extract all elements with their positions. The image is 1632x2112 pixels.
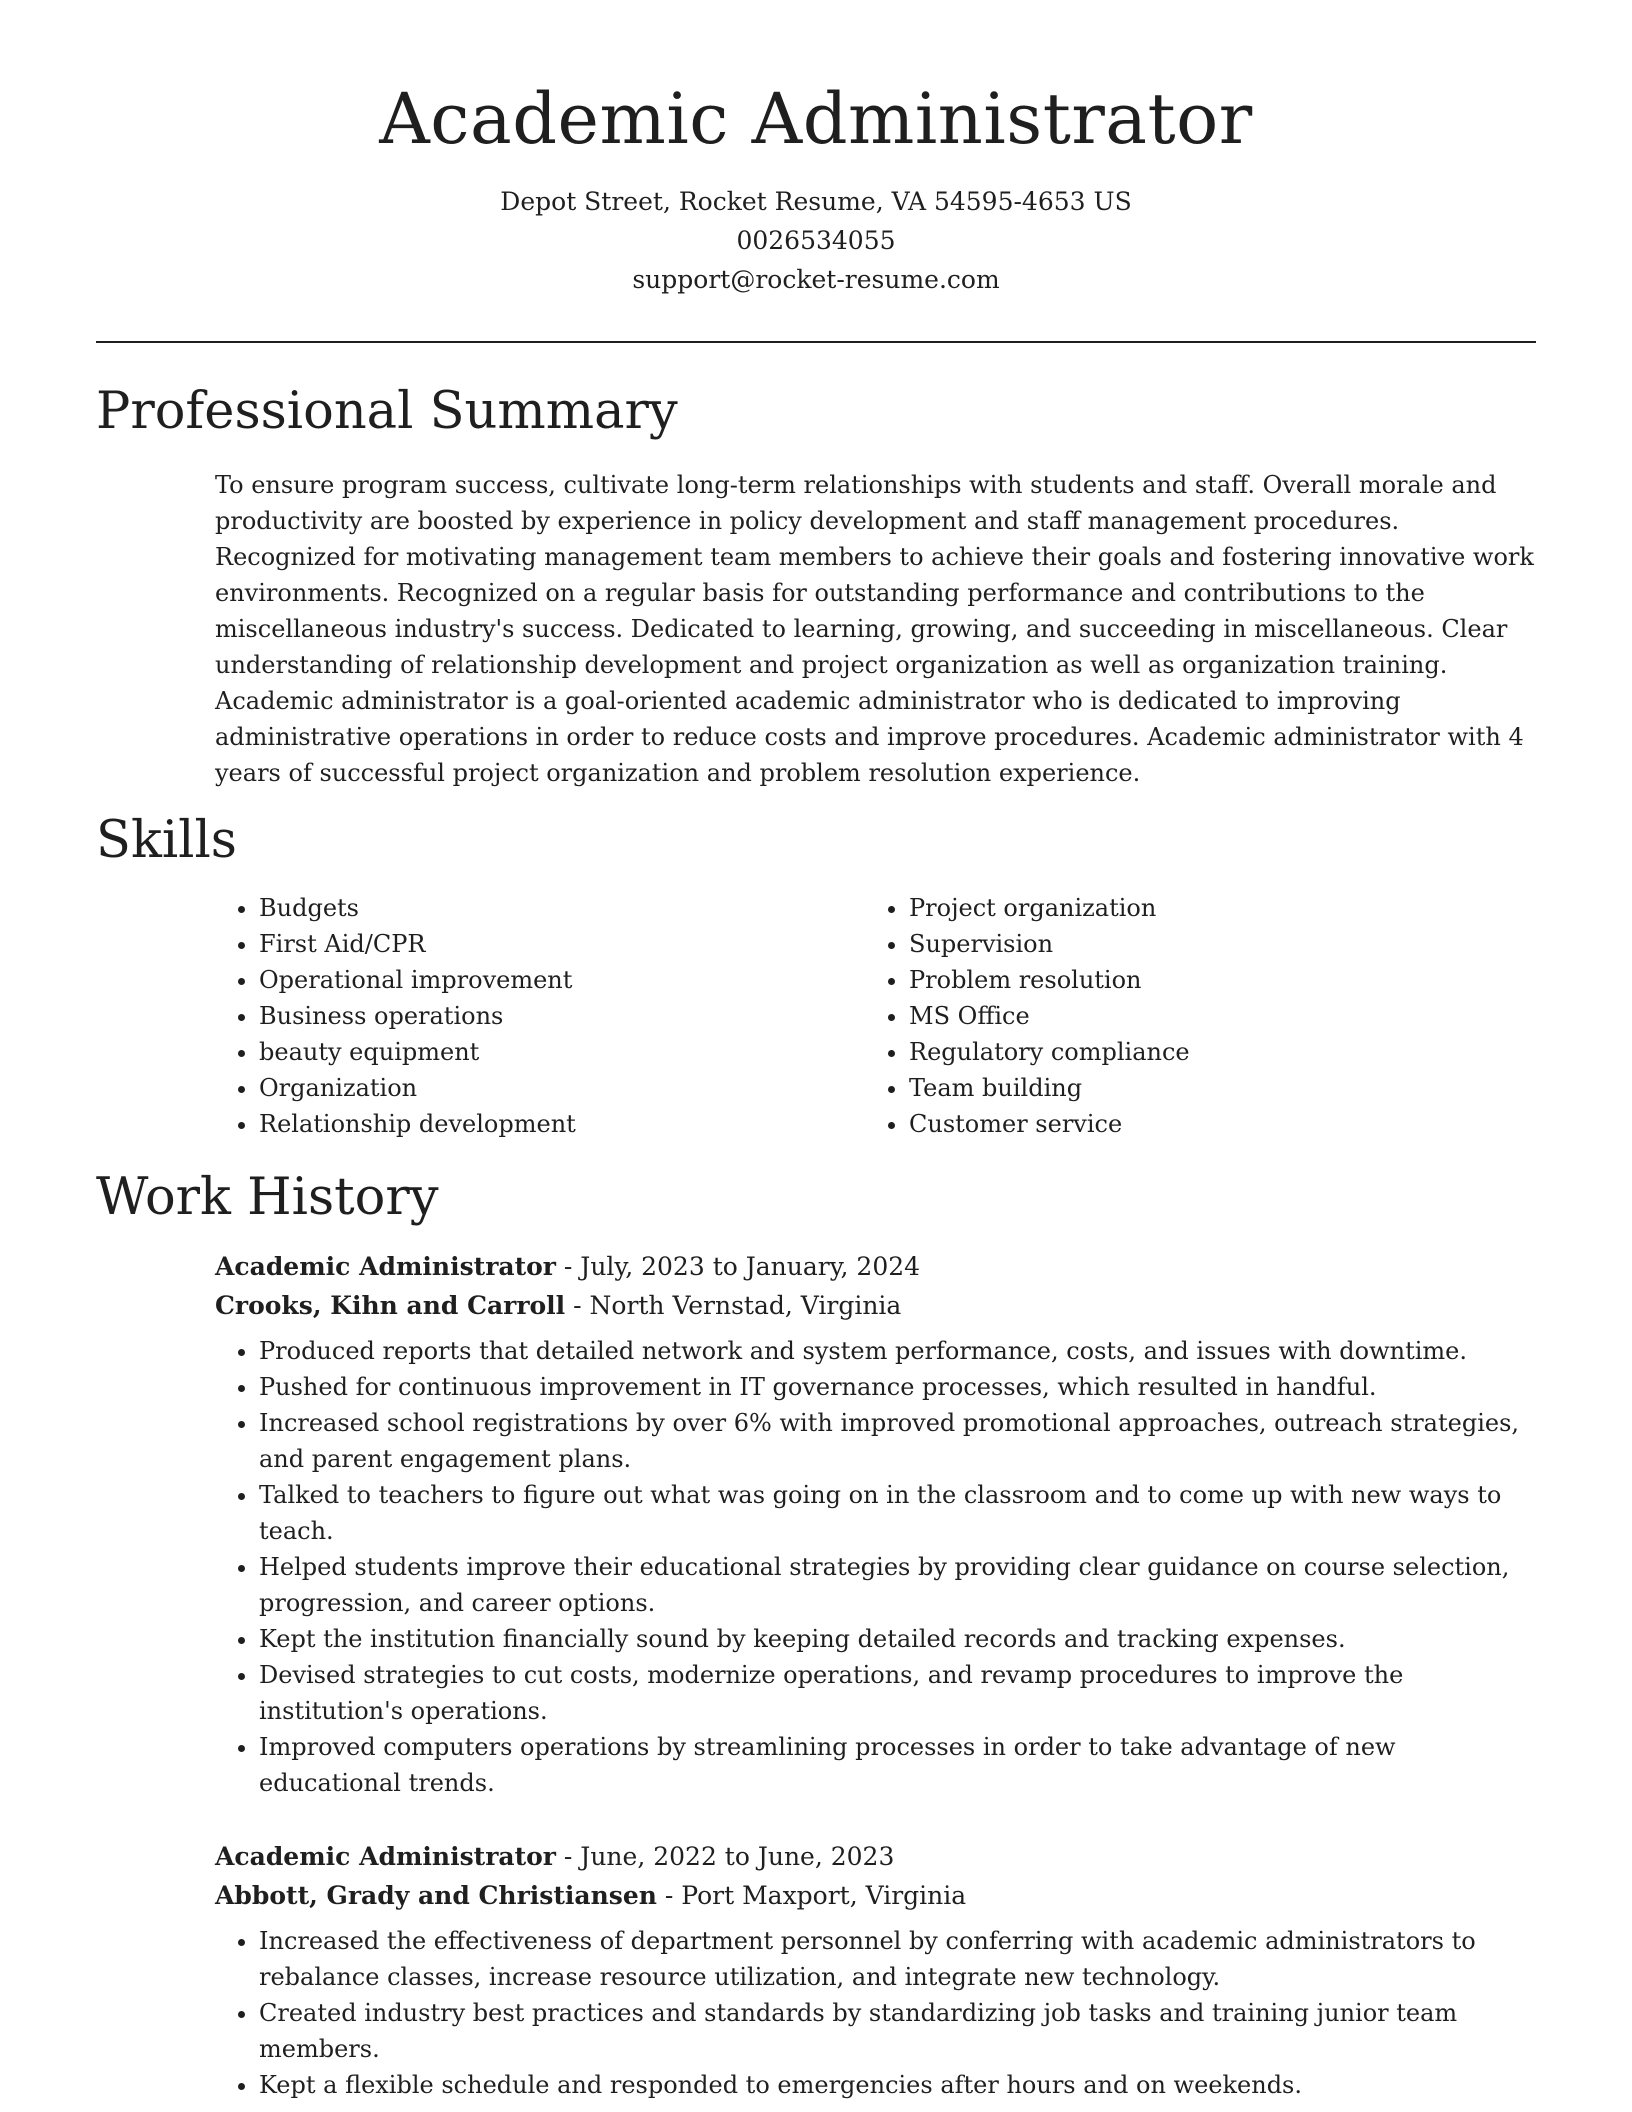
summary-section	[96, 382, 1536, 791]
job-company-line	[215, 1876, 1536, 1915]
job-bullet: • Helped students improve their educational strategies by providing clear guidance on course selection, progression, and career options.	[259, 1549, 1536, 1621]
skills-column-right	[865, 890, 1515, 1142]
job-dates: - July, 2023 to January, 2024	[555, 1252, 921, 1281]
skills-section	[96, 811, 1536, 1142]
skill-item: • MS Office	[909, 998, 1515, 1034]
email: support@rocket-resume.com	[632, 265, 1000, 294]
job-entry	[215, 1247, 1536, 1801]
skill-item: • Operational improvement	[259, 962, 865, 998]
skill-item: • Budgets	[259, 890, 865, 926]
resume-header	[0, 0, 1632, 299]
job-entry	[215, 1837, 1536, 2103]
job-bullet: • Increased school registrations by over 6% with improved promotional approaches, outreach strategies, and parent engagement plans.	[259, 1405, 1536, 1477]
job-bullets	[215, 1923, 1536, 2103]
job-bullet: • Talked to teachers to figure out what was going on in the classroom and to come up with new ways to teach.	[259, 1477, 1536, 1549]
address: Depot Street, Rocket Resume, VA 54595-4653 US	[500, 187, 1132, 216]
job-bullet: • Created industry best practices and standards by standardizing job tasks and training junior team members.	[259, 1995, 1536, 2067]
skill-item: • Project organization	[909, 890, 1515, 926]
job-company: Abbott, Grady and Christiansen	[215, 1881, 657, 1910]
skills-column-left	[215, 890, 865, 1142]
job-company-line	[215, 1286, 1536, 1325]
phone: 0026534055	[736, 226, 896, 255]
header-divider	[96, 341, 1536, 343]
job-bullet: • Produced reports that detailed network and system performance, costs, and issues with downtime.	[259, 1333, 1536, 1369]
job-bullet: • Devised strategies to cut costs, modernize operations, and revamp procedures to improve the institution's operations.	[259, 1657, 1536, 1729]
skill-item: • Business operations	[259, 998, 865, 1034]
job-bullet: • Pushed for continuous improvement in IT governance processes, which resulted in handful.	[259, 1369, 1536, 1405]
skill-item: • Organization	[259, 1070, 865, 1106]
skill-item: • First Aid/CPR	[259, 926, 865, 962]
work-history-heading: Work History	[96, 1168, 439, 1227]
candidate-name: Academic Administrator	[379, 78, 1253, 160]
skill-item: • Customer service	[909, 1106, 1515, 1142]
skill-item: • Team building	[909, 1070, 1515, 1106]
skill-item: • beauty equipment	[259, 1034, 865, 1070]
contact-block	[0, 182, 1632, 299]
job-bullet: • Kept the institution financially sound by keeping detailed records and tracking expenses.	[259, 1621, 1536, 1657]
skill-item: • Relationship development	[259, 1106, 865, 1142]
skill-item: • Regulatory compliance	[909, 1034, 1515, 1070]
skill-item: • Problem resolution	[909, 962, 1515, 998]
work-history-section	[96, 1168, 1536, 2103]
job-bullets	[215, 1333, 1536, 1801]
job-company: Crooks, Kihn and Carroll	[215, 1291, 566, 1320]
summary-text: To ensure program success, cultivate long-term relationships with students and staff. Overall morale and productivity are boosted by experience in policy development and staff management procedures. Recognized for motivating management team members to achieve their goals and fostering innovative work environments. Recognized on a regular basis for outstanding performance and contributions to the miscellaneous industry's success. Dedicated to learning, growing, and succeeding in miscellaneous. Clear understanding of relationship development and project organization as well as organization training. Academic administrator is a goal-oriented academic administrator who is dedicated to improving administrative operations in order to reduce costs and improve procedures. Academic administrator with 4 years of successful project organization and problem resolution experience.	[215, 471, 1534, 787]
job-bullet: • Increased the effectiveness of department personnel by conferring with academic administrators to rebalance classes, increase resource utilization, and integrate new technology.	[259, 1923, 1536, 1995]
skill-item: • Supervision	[909, 926, 1515, 962]
job-bullet: • Improved computers operations by streamlining processes in order to take advantage of new educational trends.	[259, 1729, 1536, 1801]
job-title: Academic Administrator	[215, 1842, 556, 1871]
job-title: Academic Administrator	[215, 1252, 556, 1281]
job-bullet: • Kept a flexible schedule and responded to emergencies after hours and on weekends.	[259, 2067, 1536, 2103]
skills-heading: Skills	[96, 811, 237, 870]
summary-heading: Professional Summary	[96, 382, 678, 441]
job-dates: - June, 2022 to June, 2023	[555, 1842, 895, 1871]
skills-columns	[215, 890, 1536, 1142]
job-location: - North Vernstad, Virginia	[565, 1291, 902, 1320]
job-title-line	[215, 1247, 1536, 1286]
job-title-line	[215, 1837, 1536, 1876]
job-location: - Port Maxport, Virginia	[656, 1881, 967, 1910]
